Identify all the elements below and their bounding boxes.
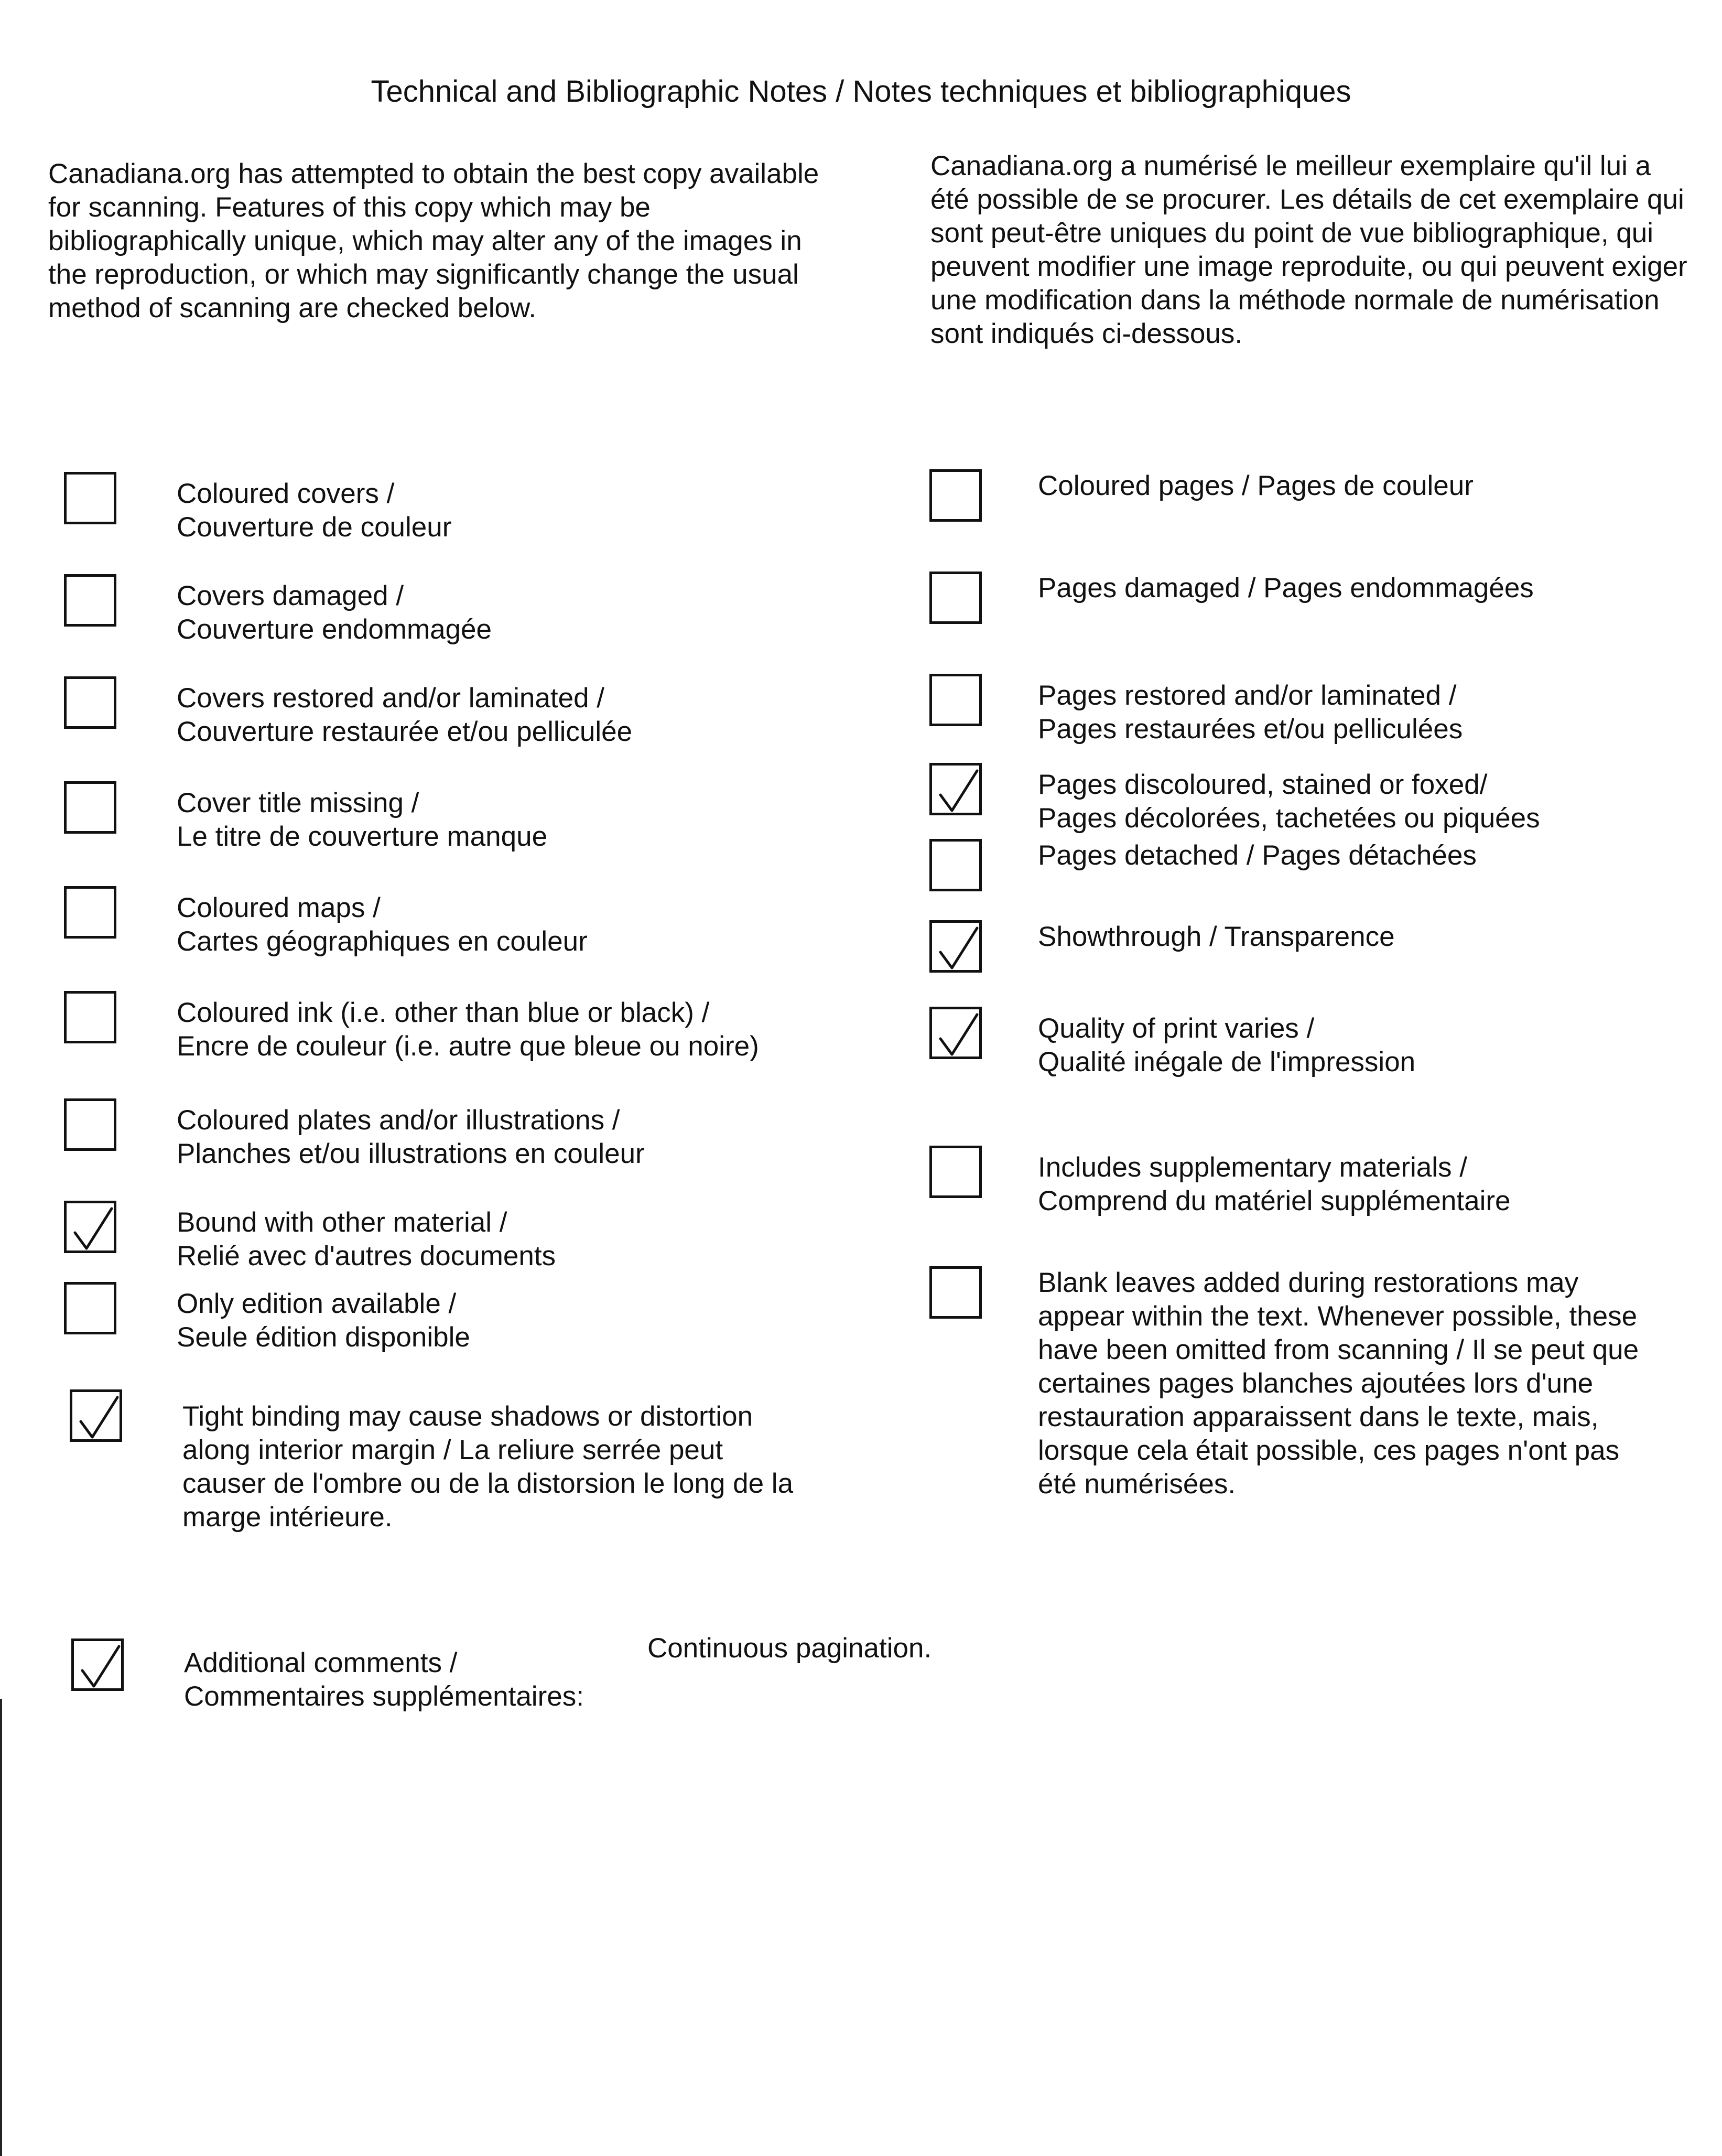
label-line: certaines pages blanches ajoutées lors d'une (1038, 1368, 1594, 1399)
label-line: Blank leaves added during restorations may (1038, 1267, 1579, 1298)
label-line: Le titre de couverture manque (177, 821, 548, 852)
checkbox-checked[interactable] (71, 1638, 124, 1691)
checkbox-checked[interactable] (929, 763, 982, 815)
checkbox[interactable] (64, 991, 116, 1043)
label-line: Quality of print varies / (1038, 1013, 1315, 1044)
checkmark-icon (78, 1643, 122, 1690)
label-line: Commentaires supplémentaires: (184, 1681, 584, 1712)
label-line: Covers restored and/or laminated / (177, 683, 605, 714)
label-line: Planches et/ou illustrations en couleur (177, 1138, 645, 1169)
label-line: lorsque cela était possible, ces pages n'ont pas (1038, 1435, 1620, 1466)
label-line: Coloured pages / Pages de couleur (1038, 470, 1474, 501)
checklist-label (177, 1206, 556, 1273)
label-line: have been omitted from scanning / Il se peut que (1038, 1334, 1639, 1365)
label-line: appear within the text. Whenever possible, these (1038, 1301, 1638, 1332)
label-line: Tight binding may cause shadows or distortion (182, 1401, 753, 1432)
label-line: Coloured ink (i.e. other than blue or black) / (177, 997, 710, 1028)
checkbox[interactable] (64, 472, 116, 524)
label-line: Cover title missing / (177, 788, 419, 818)
checkbox[interactable] (929, 1146, 982, 1198)
label-line: Cartes géographiques en couleur (177, 926, 588, 957)
checklist-label (177, 891, 588, 958)
checkbox[interactable] (64, 781, 116, 834)
label-line: Bound with other material / (177, 1207, 507, 1238)
label-line: marge intérieure. (182, 1502, 393, 1533)
checkbox[interactable] (929, 572, 982, 624)
label-line: Pages restored and/or laminated / (1038, 680, 1457, 711)
label-line: Additional comments / (184, 1647, 458, 1678)
checkbox[interactable] (64, 574, 116, 627)
checklist-label (177, 477, 451, 544)
label-line: restauration apparaissent dans le texte, mais, (1038, 1402, 1599, 1432)
checklist-label (1038, 679, 1463, 746)
label-line: Coloured plates and/or illustrations / (177, 1105, 620, 1136)
label-line: Only edition available / (177, 1288, 457, 1319)
checkmark-icon (77, 1394, 121, 1441)
checklist-label (177, 996, 759, 1063)
label-line: Pages detached / Pages détachées (1038, 840, 1477, 871)
checkbox[interactable] (929, 469, 982, 522)
checkbox[interactable] (64, 886, 116, 939)
checkbox[interactable] (64, 676, 116, 729)
label-line: Relié avec d'autres documents (177, 1241, 556, 1271)
checklist-label (1038, 768, 1540, 835)
checkbox[interactable] (929, 1266, 982, 1319)
checklist-label (1038, 572, 1534, 605)
label-line: Pages décolorées, tachetées ou piquées (1038, 803, 1540, 834)
checklist-label (1038, 839, 1477, 872)
checklist-label (1038, 1266, 1639, 1501)
label-line: Coloured covers / (177, 478, 395, 509)
label-line: Couverture de couleur (177, 512, 452, 543)
checkbox-checked[interactable] (64, 1201, 116, 1253)
label-line: Coloured maps / (177, 892, 381, 923)
label-line: Includes supplementary materials / (1038, 1152, 1467, 1183)
intro-english: Canadiana.org has attempted to obtain the best copy available for scanning. Features of this copy which may be bibliographically unique, which may alter any of the images in the reproduction, or which may significantly change the usual method of scanning are checked below. (48, 158, 819, 324)
intro-french: Canadiana.org a numérisé le meilleur exemplaire qu'il lui a été possible de se procurer. Les détails de cet exemplaire qui sont peut-être uniques du point de vue bibliographique, qui peuvent modifier une image reproduite, ou qui peuvent exiger une modification dans la méthode normale de numérisation sont indiqués ci-dessous. (930, 150, 1687, 349)
scan-edge-line (0, 1699, 2, 2156)
label-line: causer de l'ombre ou de la distorsion le long de la (182, 1468, 794, 1499)
checkmark-icon (71, 1205, 115, 1253)
additional-comments-label (184, 1646, 584, 1713)
label-line: along interior margin / La reliure serrée peut (182, 1435, 723, 1465)
checklist-label (1038, 469, 1474, 503)
label-line: Encre de couleur (i.e. autre que bleue ou noire) (177, 1031, 759, 1062)
checkbox-checked[interactable] (929, 1007, 982, 1059)
label-line: Covers damaged / (177, 580, 404, 611)
checkbox[interactable] (929, 674, 982, 726)
checklist-label (1038, 920, 1395, 954)
label-line: Couverture endommagée (177, 614, 492, 645)
checkbox-checked[interactable] (70, 1389, 122, 1442)
label-line: Pages damaged / Pages endommagées (1038, 573, 1534, 603)
label-line: Couverture restaurée et/ou pelliculée (177, 716, 633, 747)
checkbox[interactable] (929, 839, 982, 891)
checklist-label (182, 1400, 793, 1534)
checkmark-icon (936, 1011, 980, 1059)
checkmark-icon (936, 768, 980, 815)
label-line: Seule édition disponible (177, 1322, 470, 1353)
checklist-label (177, 1104, 645, 1171)
label-line: été numérisées. (1038, 1469, 1236, 1500)
checklist-label (1038, 1151, 1510, 1218)
additional-comments-value: Continuous pagination. (647, 1633, 932, 1664)
checkmark-icon (936, 925, 980, 972)
checklist-label (1038, 1012, 1415, 1079)
checkbox[interactable] (64, 1098, 116, 1151)
label-line: Qualité inégale de l'impression (1038, 1047, 1416, 1077)
checkbox-checked[interactable] (929, 920, 982, 973)
label-line: Pages restaurées et/ou pelliculées (1038, 714, 1463, 745)
page-title: Technical and Bibliographic Notes / Notes techniques et bibliographiques (371, 74, 1351, 109)
checklist-label (177, 579, 492, 646)
label-line: Showthrough / Transparence (1038, 921, 1395, 952)
checkbox[interactable] (64, 1282, 116, 1334)
checklist-label (177, 1287, 470, 1354)
checklist-label (177, 786, 547, 854)
label-line: Pages discoloured, stained or foxed/ (1038, 769, 1488, 800)
checklist-label (177, 682, 632, 749)
label-line: Comprend du matériel supplémentaire (1038, 1185, 1511, 1216)
